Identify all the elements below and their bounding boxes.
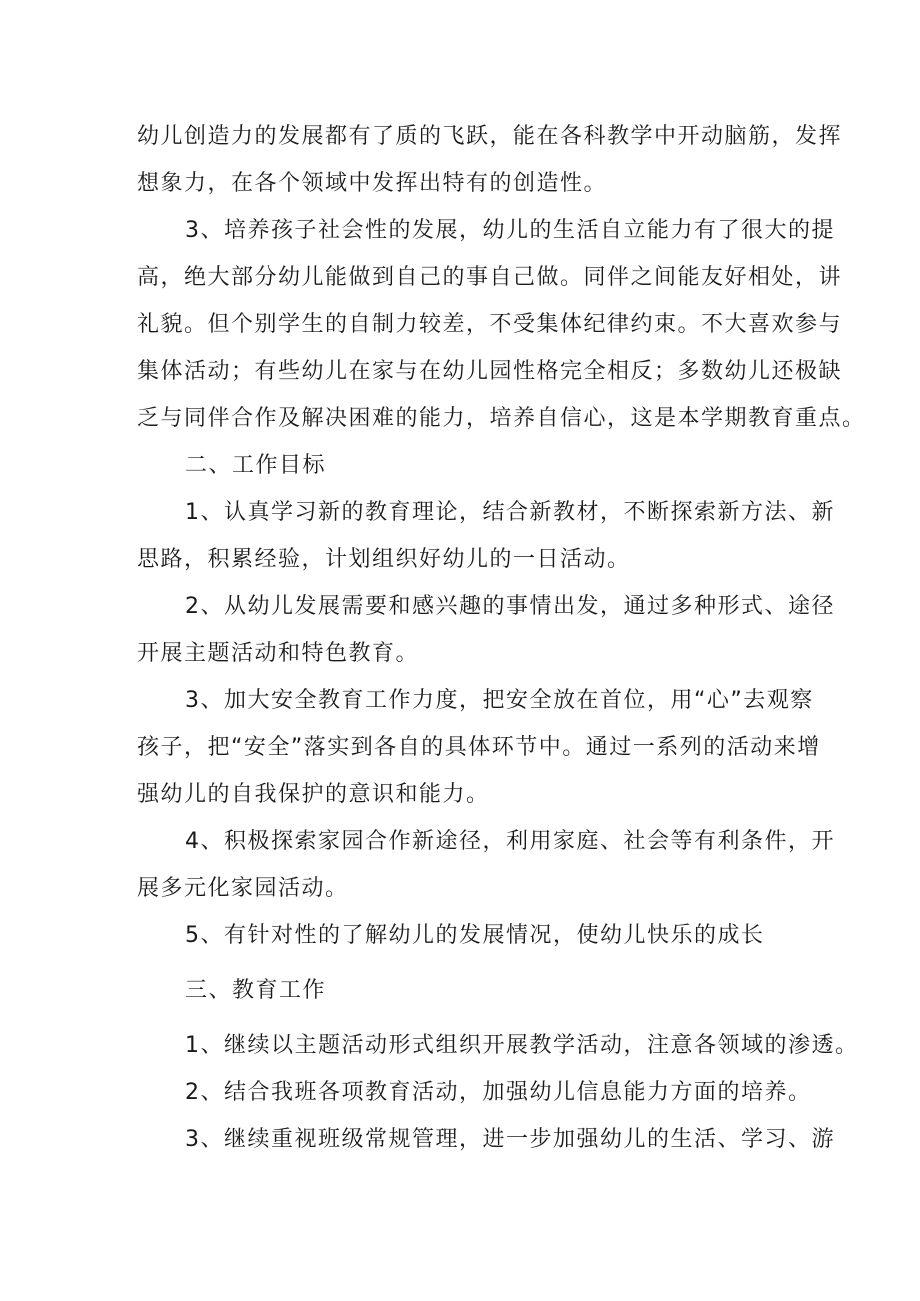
spacer xyxy=(137,959,797,967)
paragraph-line: 强幼儿的自我保护的意识和能力。 xyxy=(137,782,490,807)
paragraph-line: 礼貌。但个别学生的自制力较差，不受集体纪律约束。不大喜欢参与 xyxy=(137,312,843,337)
section-heading-education: 三、教育工作 xyxy=(185,978,327,1003)
paragraph-line: 孩子，把“安全”落实到各自的具体环节中。通过一系列的活动来增 xyxy=(137,735,821,760)
paragraph-line: 集体活动；有些幼儿在家与在幼儿园性格完全相反；多数幼儿还极缺 xyxy=(137,359,843,384)
paragraph-line: 思路，积累经验，计划组织好幼儿的一日活动。 xyxy=(137,547,631,572)
section-heading-goals: 二、工作目标 xyxy=(185,453,327,478)
spacer xyxy=(137,1014,797,1022)
paragraph-line: 展多元化家园活动。 xyxy=(137,876,349,901)
paragraph-line: 1、继续以主题活动形式组织开展教学活动，注意各领域的渗透。 xyxy=(185,1033,859,1058)
paragraph-line: 幼儿创造力的发展都有了质的飞跃，能在各科教学中开动脑筋，发挥 xyxy=(137,124,843,149)
paragraph-line: 乏与同伴合作及解决困难的能力，培养自信心，这是本学期教育重点。 xyxy=(137,406,866,431)
document-body xyxy=(137,113,866,1163)
paragraph-line: 3、继续重视班级常规管理，进一步加强幼儿的生活、学习、游 xyxy=(185,1127,835,1152)
paragraph-line: 5、有针对性的了解幼儿的发展情况，使幼儿快乐的成长 xyxy=(185,923,765,948)
paragraph-line: 高，绝大部分幼儿能做到自己的事自己做。同伴之间能友好相处，讲 xyxy=(137,265,843,290)
paragraph-line: 开展主题活动和特色教育。 xyxy=(137,641,420,666)
paragraph-line: 3、培养孩子社会性的发展，幼儿的生活自立能力有了很大的提 xyxy=(185,218,835,243)
paragraph-line: 3、加大安全教育工作力度，把安全放在首位，用“心”去观察 xyxy=(185,688,814,713)
paragraph-line: 想象力，在各个领域中发挥出特有的创造性。 xyxy=(137,171,608,196)
paragraph-line: 2、结合我班各项教育活动，加强幼儿信息能力方面的培养。 xyxy=(185,1080,812,1105)
paragraph-line: 1、认真学习新的教育理论，结合新教材，不断探索新方法、新 xyxy=(185,500,835,525)
paragraph-line: 2、从幼儿发展需要和感兴趣的事情出发，通过多种形式、途径 xyxy=(185,594,835,619)
paragraph-line: 4、积极探索家园合作新途径，利用家庭、社会等有利条件，开 xyxy=(185,829,835,854)
